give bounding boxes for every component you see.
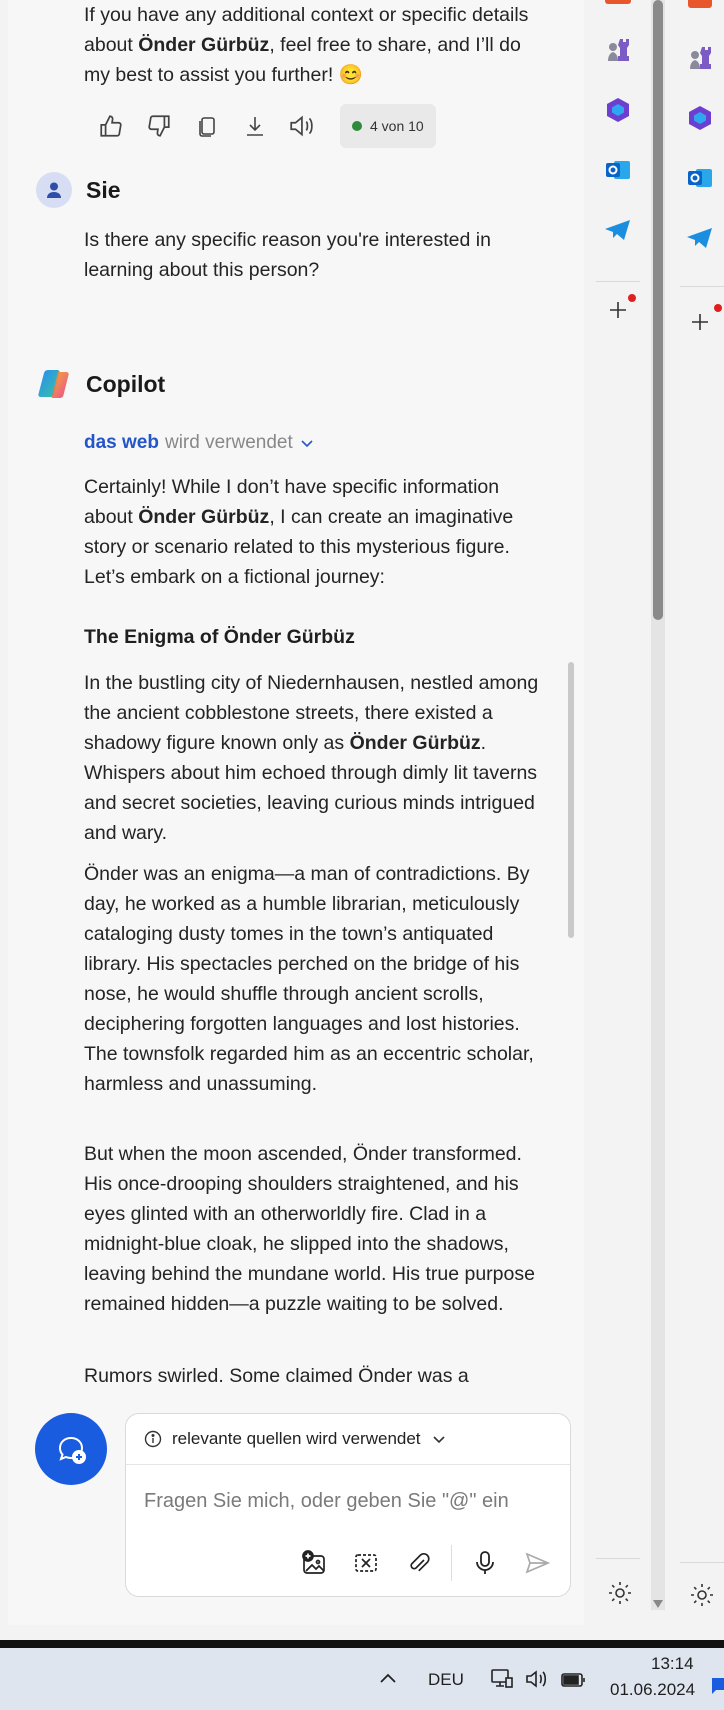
add-image-icon [300,1549,328,1577]
story-paragraph-2: Önder was an enigma—a man of contradictions. By day, he worked as a humble librarian, meticulously cataloging dusty tomes in the town’s antiquated library. His spectacles perched on the bridge of his nose, he would shuffle through ancient scrolls, deciphering forgotten languages and lost histories. The townsfolk regarded him as an eccentric scholar, harmless and unassuming. [84,863,534,1095]
notification-dot [714,304,722,312]
scroll-down-arrow[interactable] [653,1600,663,1608]
sidebar-right [676,0,724,364]
user-avatar-icon [36,172,72,208]
speaker-icon [288,113,318,139]
clock-date[interactable]: 01.06.2024 [610,1680,696,1699]
download-button[interactable] [238,109,272,143]
paperclip-icon [404,1549,432,1577]
counter-label: 4 von 10 [370,118,424,134]
tools-divider [451,1545,452,1581]
chevron-down-icon[interactable] [299,435,315,451]
sidebar-item-outlook[interactable] [600,152,636,188]
response-counter [340,104,436,148]
battery-icon[interactable] [560,1668,588,1690]
sidebar-divider [596,281,640,282]
new-chat-icon [52,1430,90,1468]
outlook-icon [604,156,632,184]
plus-icon [607,299,629,321]
sidebar-divider [680,1562,724,1563]
language-indicator[interactable]: DEU [428,1670,464,1689]
message-composer[interactable] [125,1413,571,1597]
telegram-icon [603,216,633,244]
volume-icon[interactable] [524,1668,550,1690]
user-name: Sie [86,176,121,203]
plus-icon [689,311,711,333]
sidebar-divider [680,286,724,287]
telegram-icon [685,224,715,252]
settings-button[interactable] [602,1575,638,1611]
add-app-button[interactable] [682,304,718,340]
reply-actions [94,104,436,148]
status-dot-icon [352,121,362,131]
thumbs-up-button[interactable] [94,109,128,143]
user-message: Is there any specific reason you're interested in learning about this person? [84,229,491,281]
sidebar-divider [596,1558,640,1559]
settings-button[interactable] [684,1577,720,1613]
search-status[interactable] [84,432,315,454]
microphone-button[interactable] [466,1544,504,1582]
source-selector[interactable] [126,1414,570,1465]
m365-icon [686,104,714,132]
chess-icon [603,35,633,65]
gear-icon [607,1580,633,1606]
read-aloud-button[interactable] [286,109,320,143]
copy-icon [195,114,219,138]
sidebar-item-games[interactable] [682,40,718,76]
attach-button[interactable] [399,1544,437,1582]
screenshot-icon [352,1549,380,1577]
thumbs-up-icon [98,113,124,139]
send-button[interactable] [518,1544,556,1582]
office-icon[interactable] [688,0,712,8]
scrollbar-thumb[interactable] [653,0,663,620]
previous-reply: If you have any additional context or specific details about Önder Gürbüz, feel free to share, and I’ll do my best to assist you further! 😊 [84,4,529,86]
sidebar-item-outlook[interactable] [682,160,718,196]
source-label: relevante quellen wird verwendet [172,1429,421,1448]
copilot-name: Copilot [86,370,166,397]
sidebar-left [592,0,644,352]
send-icon [523,1549,551,1577]
add-app-button[interactable] [600,292,636,328]
story-paragraph-3: But when the moon ascended, Önder transformed. His once-drooping shoulders straightened, and his eyes glinted with an otherworldly fire. Clad in a midnight-blue cloak, he slipped into the shadows, leaving behind the mundane world. His true purpose remained hidden—a puzzle waiting to be solved. [84,1143,535,1315]
copilot-logo-icon [36,366,72,402]
chevron-up-icon[interactable] [378,1670,398,1686]
m365-icon [604,96,632,124]
sidebar-item-microsoft365[interactable] [600,92,636,128]
chat-scrollbar[interactable] [568,662,574,938]
composer-tools [295,1544,556,1582]
thumbs-down-icon [146,113,172,139]
gear-icon [689,1582,715,1608]
microphone-icon [472,1549,498,1577]
notification-icon[interactable] [710,1674,724,1696]
story-title: The Enigma of Önder Gürbüz [84,626,355,648]
sidebar-item-games[interactable] [600,32,636,68]
story-paragraph-4: Rumors swirled. Some claimed Önder was a [84,1365,469,1387]
office-icon[interactable] [605,0,631,4]
info-icon [144,1430,162,1448]
chess-icon [685,43,715,73]
chevron-down-icon [431,1431,447,1447]
clock-time[interactable]: 13:14 [651,1654,694,1673]
sidebar-item-microsoft365[interactable] [682,100,718,136]
download-icon [243,114,267,138]
thumbs-down-button[interactable] [142,109,176,143]
network-icon[interactable] [490,1668,514,1690]
copilot-author [36,366,165,402]
screenshot-button[interactable] [347,1544,385,1582]
copy-button[interactable] [190,109,224,143]
chat-panel [8,0,584,1625]
main-scrollbar[interactable] [651,0,665,1610]
outlook-icon [686,164,714,192]
search-status-label: wird verwendet [164,432,293,453]
copilot-intro: Certainly! While I don’t have specific information about Önder Gürbüz, I can create an imaginative story or scenario related to this mysterious figure. Let’s embark on a fictional journey: [84,476,514,588]
sidebar-item-send[interactable] [682,220,718,256]
new-topic-button[interactable] [35,1413,107,1485]
message-input[interactable]: Fragen Sie mich, oder geben Sie "@" ein [144,1490,509,1512]
user-author [36,172,121,208]
sidebar-item-send[interactable] [600,212,636,248]
notification-dot [628,294,636,302]
story-paragraph-1: In the bustling city of Niedernhausen, nestled among the ancient cobblestone streets, there existed a shadowy figure known only as Önder Gürbüz. Whispers about him echoed through dimly lit taverns and secret societies, leaving curious minds intrigued and wary. [84,672,539,844]
taskbar [0,1640,724,1710]
add-image-button[interactable] [295,1544,333,1582]
search-source-link[interactable]: das web [84,432,159,453]
